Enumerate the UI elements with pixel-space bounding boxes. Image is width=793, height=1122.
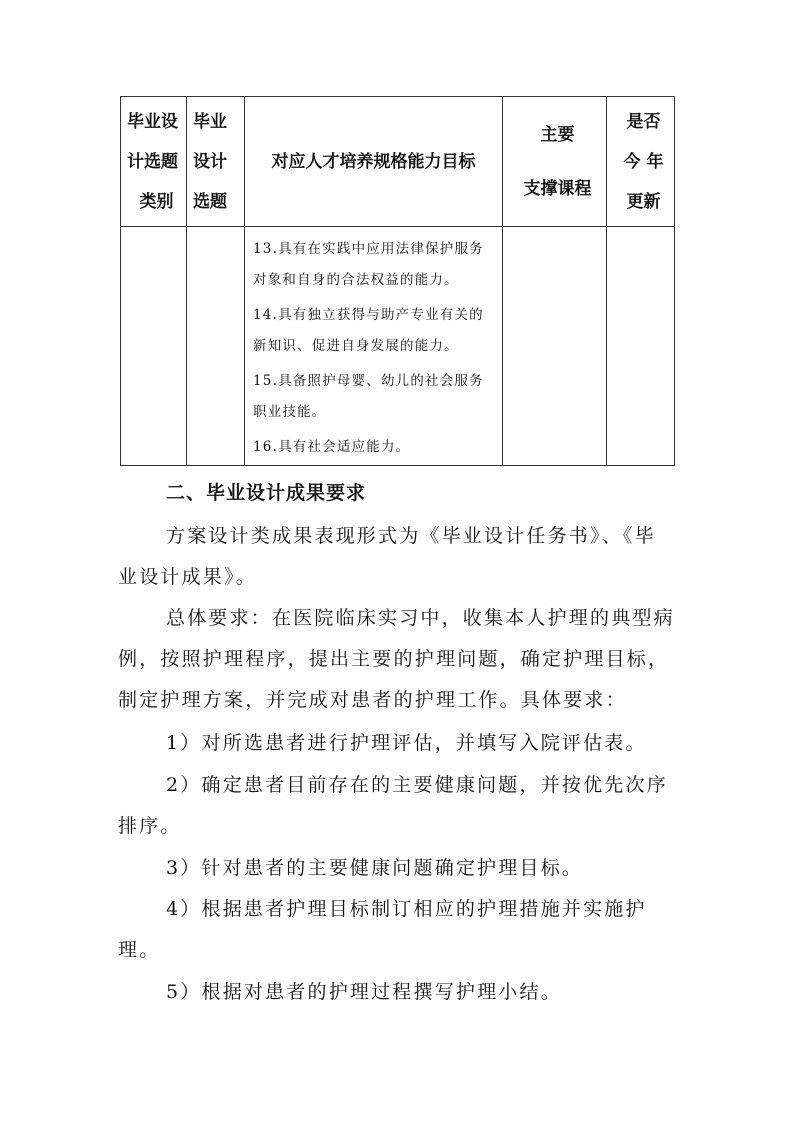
cell-course <box>503 227 607 466</box>
table-row <box>121 227 675 466</box>
section-title: 二、毕业设计成果要求 <box>166 482 367 504</box>
cell-updated <box>607 227 675 466</box>
requirement-item: 1）对所选患者进行护理评估，并填写入院评估表。 <box>166 732 647 754</box>
header-topic-line-3: 选题 <box>193 191 227 212</box>
requirement-item: 3）针对患者的主要健康问题确定护理目标。 <box>166 857 584 879</box>
ability-item: 15.具备照护母婴、幼儿的社会服务职业技能。 <box>253 372 484 420</box>
cell-topic <box>187 227 245 466</box>
header-course-line-1: 主要 <box>540 124 575 145</box>
ability-item: 14.具有独立获得与助产专业有关的新知识、促进自身发展的能力。 <box>253 306 484 354</box>
curriculum-table <box>120 96 675 466</box>
intro-paragraph: 方案设计类成果表现形式为《毕业设计任务书》、《毕业设计成果》。 <box>118 525 656 588</box>
header-topic-line-2: 设计 <box>193 151 227 172</box>
header-updated-line-3: 更新 <box>626 191 661 212</box>
header-course <box>503 97 607 227</box>
ability-item: 16.具有社会适应能力。 <box>253 438 411 455</box>
header-category-line-3: 类别 <box>139 191 174 212</box>
header-course-line-2: 支撑课程 <box>523 178 592 199</box>
requirement-item: 2）确定患者目前存在的主要健康问题，并按优先次序排序。 <box>118 774 668 837</box>
overall-paragraph: 总体要求：在医院临床实习中，收集本人护理的典型病例，按照护理程序，提出主要的护理问题，确定护理目标，制定护理方案，并完成对患者的护理工作。具体要求： <box>118 607 675 711</box>
table-header-row <box>121 97 675 227</box>
header-ability: 对应人才培养规格能力目标 <box>245 97 503 227</box>
header-category <box>121 97 187 227</box>
header-updated <box>607 97 675 227</box>
header-topic-line-1: 毕业 <box>193 111 227 132</box>
header-updated-line-2: 今 年 <box>623 151 664 172</box>
requirement-item: 5）根据对患者的护理过程撰写护理小结。 <box>166 981 562 1003</box>
header-updated-line-1: 是否 <box>626 111 661 132</box>
header-category-line-1: 毕业设 <box>127 111 178 132</box>
header-topic <box>187 97 245 227</box>
requirement-item: 4）根据患者护理目标制订相应的护理措施并实施护理。 <box>118 898 647 961</box>
cell-abilities <box>245 227 503 466</box>
cell-category <box>121 227 187 466</box>
header-category-line-2: 计选题 <box>127 151 178 172</box>
ability-item: 13.具有在实践中应用法律保护服务对象和自身的合法权益的能力。 <box>253 240 484 288</box>
